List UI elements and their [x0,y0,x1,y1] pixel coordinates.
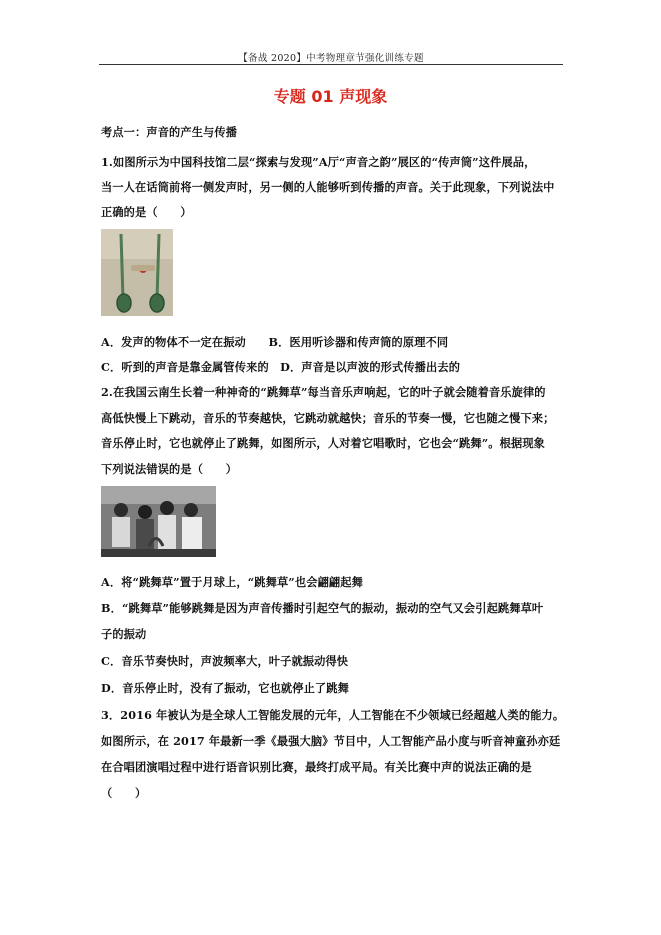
header-rule [99,64,563,65]
q1-exhibit-photo [101,229,173,316]
q2-people-photo [101,486,216,557]
q1-options-row-1: A．发声的物体不一定在振动 B．医用听诊器和传声筒的原理不同 [101,335,449,349]
q1-options-row-2: C．听到的声音是靠金属管传来的 D．声音是以声波的形式传播出去的 [101,360,461,374]
q2-option-b-line-1: B．“跳舞草”能够跳舞是因为声音传播时引起空气的振动，振动的空气又会引起跳舞草叶 [101,601,544,615]
dancing-grass-scene-illustration [101,486,216,557]
q2-option-b-line-2: 子的振动 [101,627,147,641]
q2-line-3: 音乐停止时，它也就停止了跳舞，如图所示，人对着它唱歌时，它也会“跳舞”。根据现象 [101,436,545,450]
q2-option-c: C．音乐节奏快时，声波频率大，叶子就振动得快 [101,654,349,668]
q3-line-1: 3．2016 年被认为是全球人工智能发展的元年，人工智能在不少领域已经超越人类的能力。 [101,708,565,722]
section-heading: 考点一：声音的产生与传播 [101,125,238,139]
q3-line-4: （ ） [101,786,147,800]
q2-line-1: 2.在我国云南生长着一种神奇的“跳舞草”每当音乐声响起，它的叶子就会随着音乐旋律的 [101,385,546,399]
voice-tube-illustration [101,229,173,316]
q2-line-4: 下列说法错误的是（ ） [101,462,238,476]
q2-option-a: A．将“跳舞草”置于月球上，“跳舞草”也会翩翩起舞 [101,575,363,589]
q3-line-2: 如图所示，在 2017 年最新一季《最强大脑》节目中，人工智能产品小度与听音神童孙亦廷 [101,734,561,748]
page-title: 专题 01 声现象 [273,87,388,106]
q2-option-d: D．音乐停止时，没有了振动，它也就停止了跳舞 [101,681,349,695]
q1-line-3: 正确的是（ ） [101,205,192,219]
q1-line-2: 当一人在话筒前将一侧发声时，另一侧的人能够听到传播的声音。关于此现象，下列说法中 [101,180,555,194]
q1-line-1: 1.如图所示为中国科技馆二层“探索与发现”A厅“声音之韵”展区的“传声筒”这件展品， [101,155,536,169]
q2-line-2: 高低快慢上下跳动，音乐的节奏越快，它跳动就越快；音乐的节奏一慢，它也随之慢下来； [101,411,555,425]
page-header: 【备战 2020】中考物理章节强化训练专题 [238,53,424,64]
q3-line-3: 在合唱团演唱过程中进行语音识别比赛，最终打成平局。有关比赛中声的说法正确的是 [101,760,532,774]
